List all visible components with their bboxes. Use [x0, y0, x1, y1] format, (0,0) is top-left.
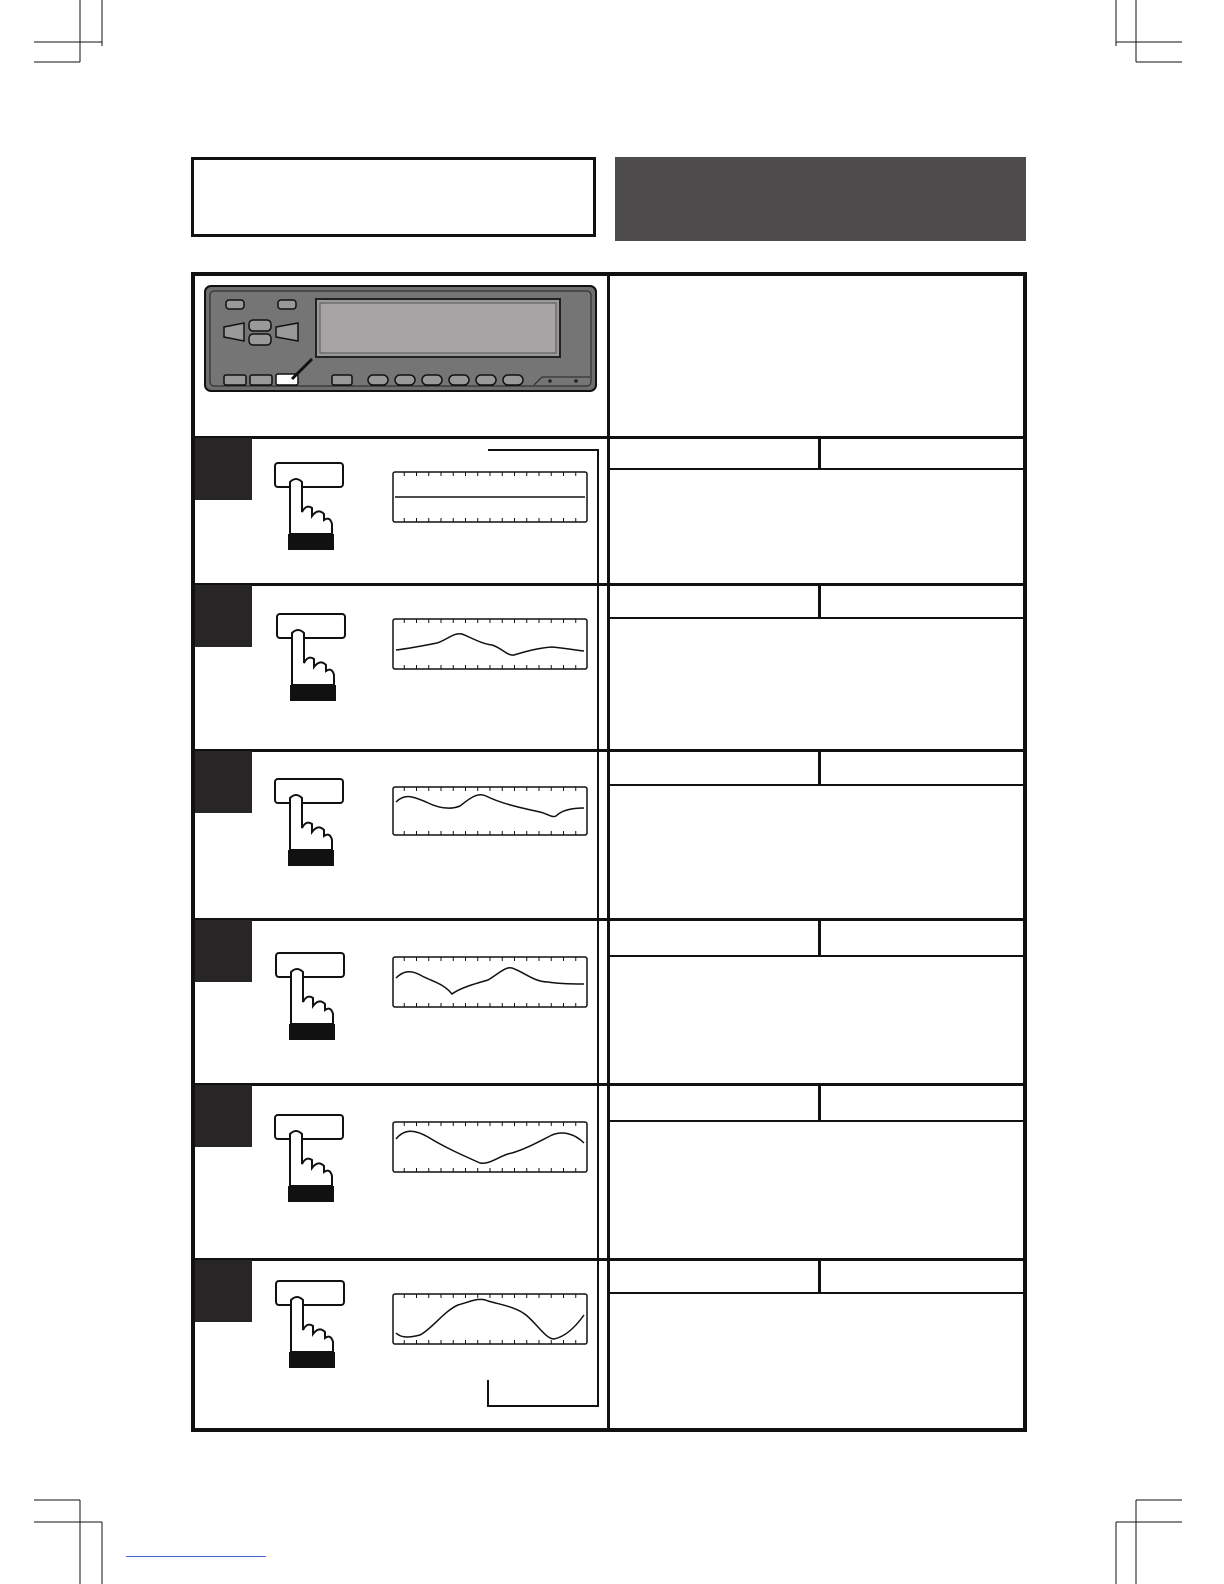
step-header-underline: [609, 468, 1023, 470]
eq-curve-display-dome: [392, 1293, 588, 1345]
step-header-divider: [818, 585, 821, 618]
step-header-divider: [818, 438, 821, 469]
eq-curve-display-flat: [392, 471, 588, 523]
step-header-divider: [818, 1085, 821, 1121]
step-2-description: [614, 624, 1019, 744]
step-header-underline: [609, 1292, 1023, 1294]
row-separator: [193, 1083, 1025, 1086]
hand-press-icon: [272, 776, 346, 868]
row-separator: [193, 749, 1025, 752]
sequence-bracket: [480, 440, 604, 1412]
step-3-right-header: [824, 756, 1020, 780]
step-header-underline: [609, 1120, 1023, 1122]
step-3-description: [614, 792, 1019, 914]
step-1-right-header: [824, 442, 1020, 466]
row-separator: [193, 1258, 1025, 1261]
step-1-left-header: [614, 442, 814, 466]
step-5-left-header: [614, 1090, 814, 1114]
step-2-right-header: [824, 590, 1020, 614]
eq-curve-display-valley-then-peak: [392, 956, 588, 1008]
hand-press-icon: [274, 611, 348, 703]
step-header-divider: [818, 920, 821, 956]
eq-curve-display-dip-then-peak: [392, 786, 588, 836]
footer-link-underline: [126, 1556, 266, 1557]
hand-press-icon: [272, 460, 346, 552]
row-separator: [193, 918, 1025, 921]
step-5-description: [614, 1127, 1019, 1253]
step-3-left-header: [614, 756, 814, 780]
step-4-left-header: [614, 925, 814, 949]
step-tab-1: [195, 438, 252, 500]
step-5-right-header: [824, 1090, 1020, 1114]
step-header-underline: [609, 784, 1023, 786]
step-4-description: [614, 962, 1019, 1078]
step-header-divider: [818, 1260, 821, 1293]
hand-press-icon: [273, 950, 347, 1042]
section-title-banner: [615, 157, 1026, 241]
step-6-description: [614, 1299, 1019, 1423]
step-tab-4: [195, 920, 252, 982]
step-tab-3: [195, 751, 252, 813]
step-tab-2: [195, 585, 252, 647]
hand-press-icon: [273, 1278, 347, 1370]
step-2-left-header: [614, 590, 814, 614]
step-header-divider: [818, 751, 821, 785]
car-stereo-faceplate-icon: [204, 285, 598, 393]
row-separator: [193, 583, 1025, 586]
section-title-box: [191, 157, 596, 237]
panel-description: [620, 290, 1015, 420]
column-divider: [607, 274, 610, 1430]
hand-press-icon: [272, 1112, 346, 1204]
step-header-underline: [609, 617, 1023, 619]
step-4-right-header: [824, 925, 1020, 949]
row-separator: [193, 436, 1025, 439]
step-6-left-header: [614, 1265, 814, 1289]
eq-curve-display-smile: [392, 1121, 588, 1173]
step-1-description: [614, 474, 1019, 578]
step-tab-6: [195, 1260, 252, 1322]
step-tab-5: [195, 1085, 252, 1147]
eq-curve-display-mild-bump: [392, 618, 588, 670]
step-6-right-header: [824, 1265, 1020, 1289]
step-header-underline: [609, 955, 1023, 957]
